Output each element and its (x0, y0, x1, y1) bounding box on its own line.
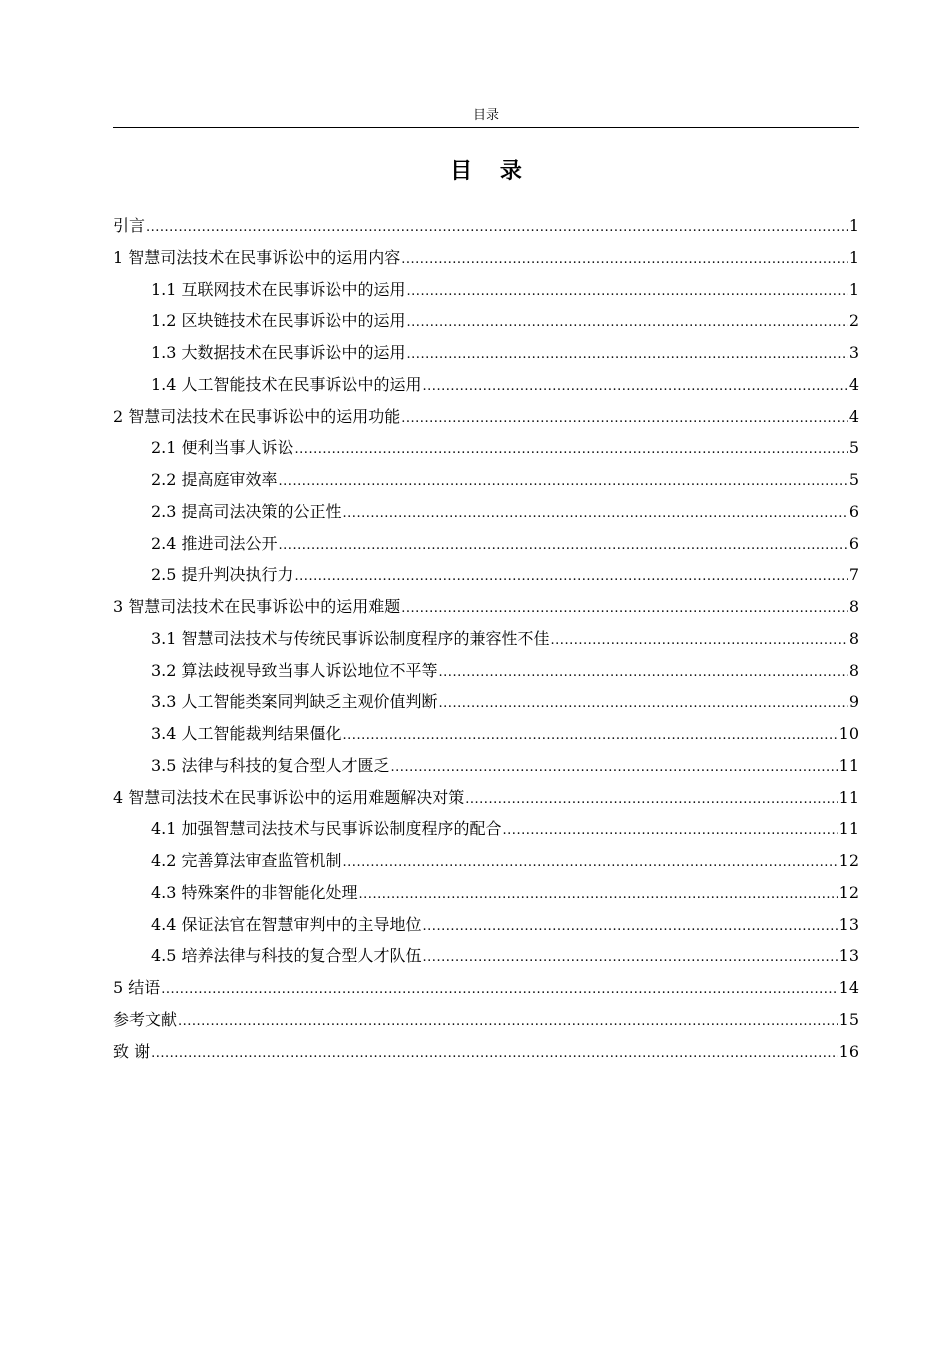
toc-entry[interactable] (113, 813, 859, 845)
toc-entry[interactable] (113, 655, 859, 687)
toc-dot-leader (146, 212, 848, 244)
toc-entry[interactable] (113, 1004, 859, 1036)
toc-entry[interactable] (113, 528, 859, 560)
toc-entry-label: 2.3 提高司法决策的公正性 (151, 501, 342, 521)
toc-entry-page-number: 1 (848, 247, 859, 267)
toc-entry-label: 5 结语 (113, 978, 161, 997)
toc-entry-label: 4 智慧司法技术在民事诉讼中的运用难题解决对策 (113, 787, 465, 807)
toc-entry-page-number: 11 (838, 787, 859, 807)
toc-dot-leader (178, 1006, 838, 1038)
toc-entry-label: 2 智慧司法技术在民事诉讼中的运用功能 (113, 406, 401, 426)
toc-entry[interactable] (113, 210, 859, 242)
toc-entry-label: 1.3 大数据技术在民事诉讼中的运用 (151, 343, 406, 362)
toc-entry[interactable] (113, 305, 859, 337)
toc-entry-page-number: 11 (838, 755, 859, 775)
toc-entry[interactable] (113, 718, 859, 750)
toc-entry-label: 4.4 保证法官在智慧审判中的主导地位 (151, 914, 422, 934)
header-rule (113, 127, 859, 128)
toc-dot-leader (343, 498, 848, 530)
toc-dot-leader (343, 847, 838, 879)
toc-dot-leader (359, 879, 838, 911)
toc-entry-page-number: 2 (848, 311, 859, 331)
toc-entry-page-number: 10 (838, 724, 859, 743)
toc-entry-label: 1.2 区块链技术在民事诉讼中的运用 (151, 311, 406, 331)
toc-entry-page-number: 8 (848, 628, 859, 648)
toc-entry-page-number: 13 (838, 914, 859, 934)
toc-entry-page-number: 12 (838, 882, 859, 902)
toc-dot-leader (407, 307, 848, 339)
toc-entry[interactable] (113, 909, 859, 941)
toc-entry[interactable] (113, 401, 859, 433)
toc-entry[interactable] (113, 242, 859, 274)
toc-entry-label: 3.1 智慧司法技术与传统民事诉讼制度程序的兼容性不佳 (151, 628, 550, 648)
toc-entry-page-number: 3 (848, 343, 859, 362)
toc-entry-page-number: 15 (838, 1009, 859, 1029)
toc-entry-page-number: 8 (848, 597, 859, 616)
toc-dot-leader (439, 688, 848, 720)
toc-entry-label: 致 谢 (113, 1041, 151, 1061)
toc-entry-label: 3 智慧司法技术在民事诉讼中的运用难题 (113, 597, 401, 616)
toc-entry-label: 3.3 人工智能类案同判缺乏主观价值判断 (151, 692, 438, 712)
toc-dot-leader (407, 276, 848, 308)
toc-entry-label: 3.2 算法歧视导致当事人诉讼地位不平等 (151, 660, 438, 680)
toc-entry-label: 2.2 提高庭审效率 (151, 470, 278, 489)
toc-entry-label: 1 智慧司法技术在民事诉讼中的运用内容 (113, 247, 401, 267)
toc-entry-page-number: 6 (848, 501, 859, 521)
toc-entry[interactable] (113, 845, 859, 877)
toc-entry-label: 4.2 完善算法审查监管机制 (151, 851, 342, 870)
toc-entry[interactable] (113, 369, 859, 401)
toc-entry-label: 1.1 互联网技术在民事诉讼中的运用 (151, 279, 406, 299)
toc-entry[interactable] (113, 782, 859, 814)
toc-entry-page-number: 12 (838, 851, 859, 870)
toc-dot-leader (295, 561, 848, 593)
toc-entry-page-number: 4 (848, 374, 859, 394)
toc-entry-label: 4.1 加强智慧司法技术与民事诉讼制度程序的配合 (151, 819, 502, 839)
toc-dot-leader (279, 466, 848, 498)
toc-dot-leader (401, 403, 848, 435)
toc-entry[interactable] (113, 1036, 859, 1068)
toc-dot-leader (279, 530, 848, 562)
toc-dot-leader (465, 784, 837, 816)
toc-dot-leader (161, 974, 837, 1006)
toc-entry-page-number: 14 (838, 978, 859, 997)
toc-entry[interactable] (113, 940, 859, 972)
toc-entry-page-number: 4 (848, 406, 859, 426)
toc-entry[interactable] (113, 496, 859, 528)
toc-dot-leader (503, 815, 838, 847)
toc-entry[interactable] (113, 432, 859, 464)
toc-dot-leader (439, 657, 848, 689)
toc-entry[interactable] (113, 464, 859, 496)
toc-dot-leader (401, 244, 848, 276)
toc-entry[interactable] (113, 337, 859, 369)
page-title: 目 录 (450, 159, 532, 184)
toc-dot-leader (343, 720, 838, 752)
toc-dot-leader (407, 339, 848, 371)
toc-entry[interactable] (113, 623, 859, 655)
toc-entry-page-number: 8 (848, 660, 859, 680)
toc-entry-page-number: 16 (838, 1041, 859, 1061)
running-header: 目录 (472, 108, 499, 123)
toc-dot-leader (423, 942, 838, 974)
toc-dot-leader (401, 593, 848, 625)
toc-entry-label: 参考文献 (113, 1009, 178, 1029)
toc-entry-page-number: 13 (838, 946, 859, 966)
toc-entry[interactable] (113, 274, 859, 306)
toc-entry-label: 4.3 特殊案件的非智能化处理 (151, 882, 358, 902)
toc-dot-leader (423, 371, 848, 403)
toc-entry[interactable] (113, 686, 859, 718)
toc-entry-page-number: 6 (848, 533, 859, 553)
toc-entry-page-number: 1 (848, 216, 859, 235)
toc-entry[interactable] (113, 877, 859, 909)
toc-entry[interactable] (113, 591, 859, 623)
toc-dot-leader (551, 625, 848, 657)
toc-entry-label: 3.5 法律与科技的复合型人才匮乏 (151, 755, 390, 775)
toc-entry-label: 1.4 人工智能技术在民事诉讼中的运用 (151, 374, 422, 394)
toc-entry-page-number: 11 (838, 819, 859, 839)
toc-entry-page-number: 1 (848, 279, 859, 299)
toc-entry[interactable] (113, 750, 859, 782)
toc-entry-label: 2.1 便利当事人诉讼 (151, 438, 294, 458)
table-of-contents (113, 210, 859, 1067)
toc-dot-leader (423, 911, 838, 943)
toc-dot-leader (151, 1038, 838, 1070)
toc-entry-page-number: 9 (848, 692, 859, 712)
toc-entry[interactable] (113, 972, 859, 1004)
toc-entry-page-number: 7 (848, 565, 859, 585)
toc-dot-leader (391, 752, 838, 784)
toc-entry-label: 2.4 推进司法公开 (151, 533, 278, 553)
toc-entry[interactable] (113, 559, 859, 591)
toc-entry-label: 3.4 人工智能裁判结果僵化 (151, 724, 342, 743)
toc-dot-leader (295, 434, 848, 466)
toc-entry-page-number: 5 (848, 470, 859, 489)
toc-entry-label: 2.5 提升判决执行力 (151, 565, 294, 585)
toc-entry-label: 4.5 培养法律与科技的复合型人才队伍 (151, 946, 422, 966)
toc-entry-label: 引言 (113, 216, 146, 235)
toc-entry-page-number: 5 (848, 438, 859, 458)
